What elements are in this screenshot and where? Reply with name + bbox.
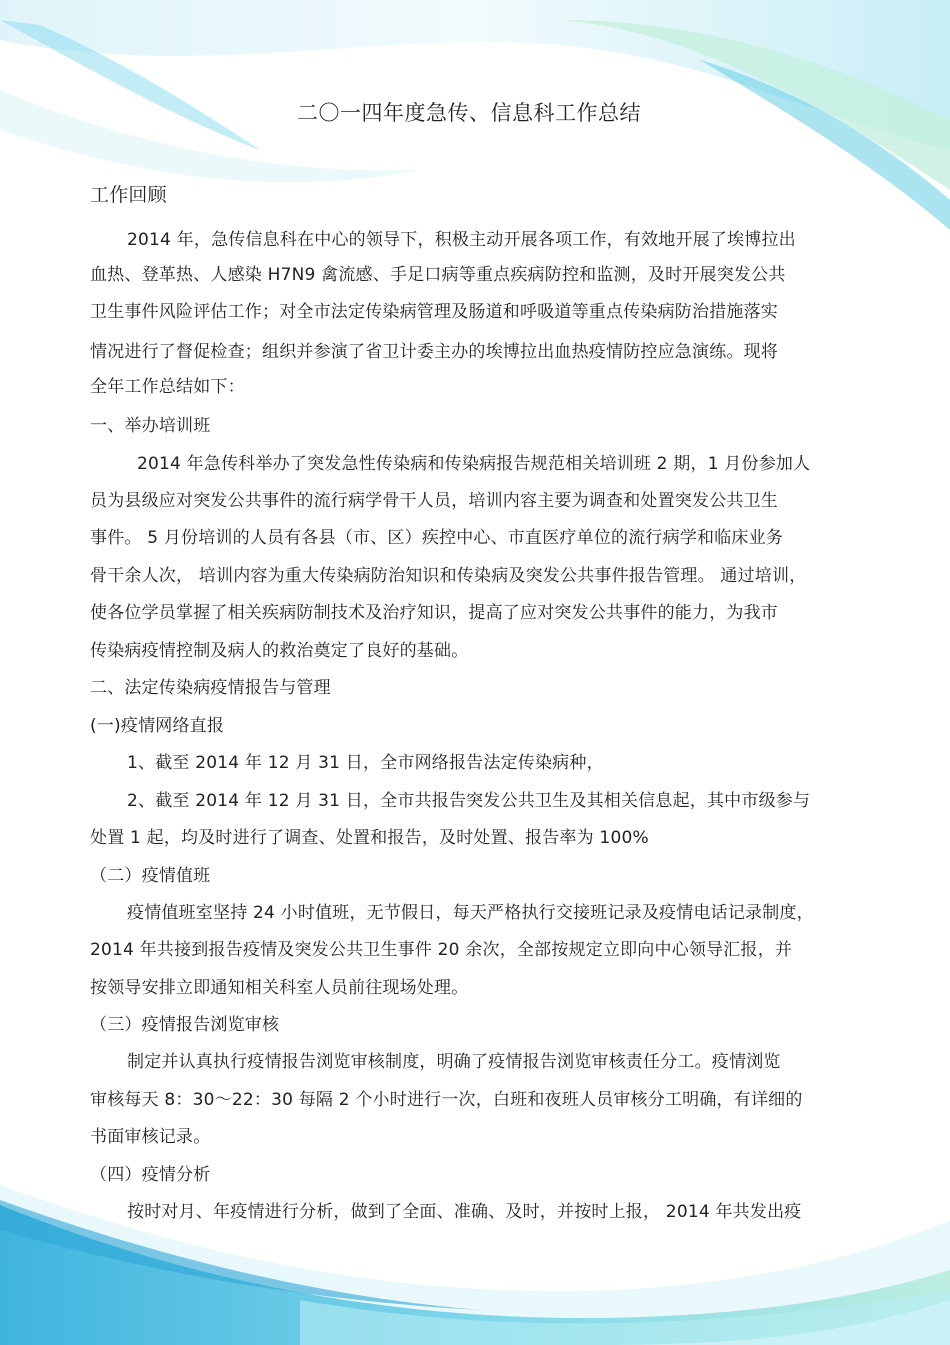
paragraph-line: 2014 年共接到报告疫情及突发公共卫生事件 20 余次，全部按规定立即向中心领导汇报，并 xyxy=(90,940,793,960)
paragraph-line: 使各位学员掌握了相关疾病防制技术及治疗知识，提高了应对突发公共事件的能力，为我市 xyxy=(90,603,778,623)
paragraph-line: 骨干余人次， 培训内容为重大传染病防治知识和传染病及突发公共事件报告管理。 通过培训， xyxy=(90,566,807,586)
paragraph-line: 按时对月、年疫情进行分析，做到了全面、准确、及时，并按时上报， 2014 年共发出疫 xyxy=(127,1202,802,1222)
paragraph-line: 员为县级应对突发公共事件的流行病学骨干人员，培训内容主要为调查和处置突发公共卫生 xyxy=(90,491,778,511)
paragraph-line: 卫生事件风险评估工作；对全市法定传染病管理及肠道和呼吸道等重点传染病防治措施落实 xyxy=(90,302,778,322)
subsection-heading: (一)疫情网络直报 xyxy=(90,716,225,736)
paragraph-line: 事件。 5 月份培训的人员有各县（市、区）疾控中心、市直医疗单位的流行病学和临床业务 xyxy=(90,528,784,548)
paragraph-line: 处置 1 起，均及时进行了调查、处置和报告，及时处置、报告率为 100% xyxy=(90,828,649,848)
document-title: 二〇一四年度急传、信息科工作总结 xyxy=(297,101,641,125)
paragraph-line: 血热、登革热、人感染 H7N9 禽流感、手足口病等重点疾病防控和监测，及时开展突发公共 xyxy=(90,265,786,285)
subsection-heading: （二）疫情值班 xyxy=(90,866,211,886)
paragraph-line: 情况进行了督促检查；组织并参演了省卫计委主办的埃博拉出血热疫情防控应急演练。现将 xyxy=(90,342,778,362)
paragraph-line: 制定并认真执行疫情报告浏览审核制度，明确了疫情报告浏览审核责任分工。疫情浏览 xyxy=(127,1052,781,1072)
paragraph-line: 按领导安排立即通知相关科室人员前往现场处理。 xyxy=(90,978,469,998)
subsection-heading: （四）疫情分析 xyxy=(90,1165,211,1185)
paragraph-line: 疫情值班室坚持 24 小时值班，无节假日，每天严格执行交接班记录及疫情电话记录制度， xyxy=(127,903,814,923)
paragraph-line: 2014 年急传科举办了突发急性传染病和传染病报告规范相关培训班 2 期，1 月份参加人 xyxy=(137,454,811,474)
paragraph-line: 书面审核记录。 xyxy=(90,1127,211,1147)
section-heading: 一、举办培训班 xyxy=(90,416,211,436)
paragraph-line: 2014 年，急传信息科在中心的领导下，积极主动开展各项工作，有效地开展了埃博拉出 xyxy=(127,230,796,250)
paragraph-line: 审核每天 8：30～22：30 每隔 2 个小时进行一次，白班和夜班人员审核分工明确，有详细的 xyxy=(90,1090,803,1110)
section-heading-work-review: 工作回顾 xyxy=(90,184,167,206)
section-heading: 二、法定传染病疫情报告与管理 xyxy=(90,678,331,698)
paragraph-line: 2、截至 2014 年 12 月 31 日，全市共报告突发公共卫生及其相关信息起，其中市级参与 xyxy=(127,791,811,811)
subsection-heading: （三）疫情报告浏览审核 xyxy=(90,1015,280,1035)
paragraph-line: 传染病疫情控制及病人的救治奠定了良好的基础。 xyxy=(90,641,469,661)
paragraph-line: 1、截至 2014 年 12 月 31 日，全市网络报告法定传染病种， xyxy=(127,753,604,773)
paragraph-line: 全年工作总结如下： xyxy=(90,377,245,397)
